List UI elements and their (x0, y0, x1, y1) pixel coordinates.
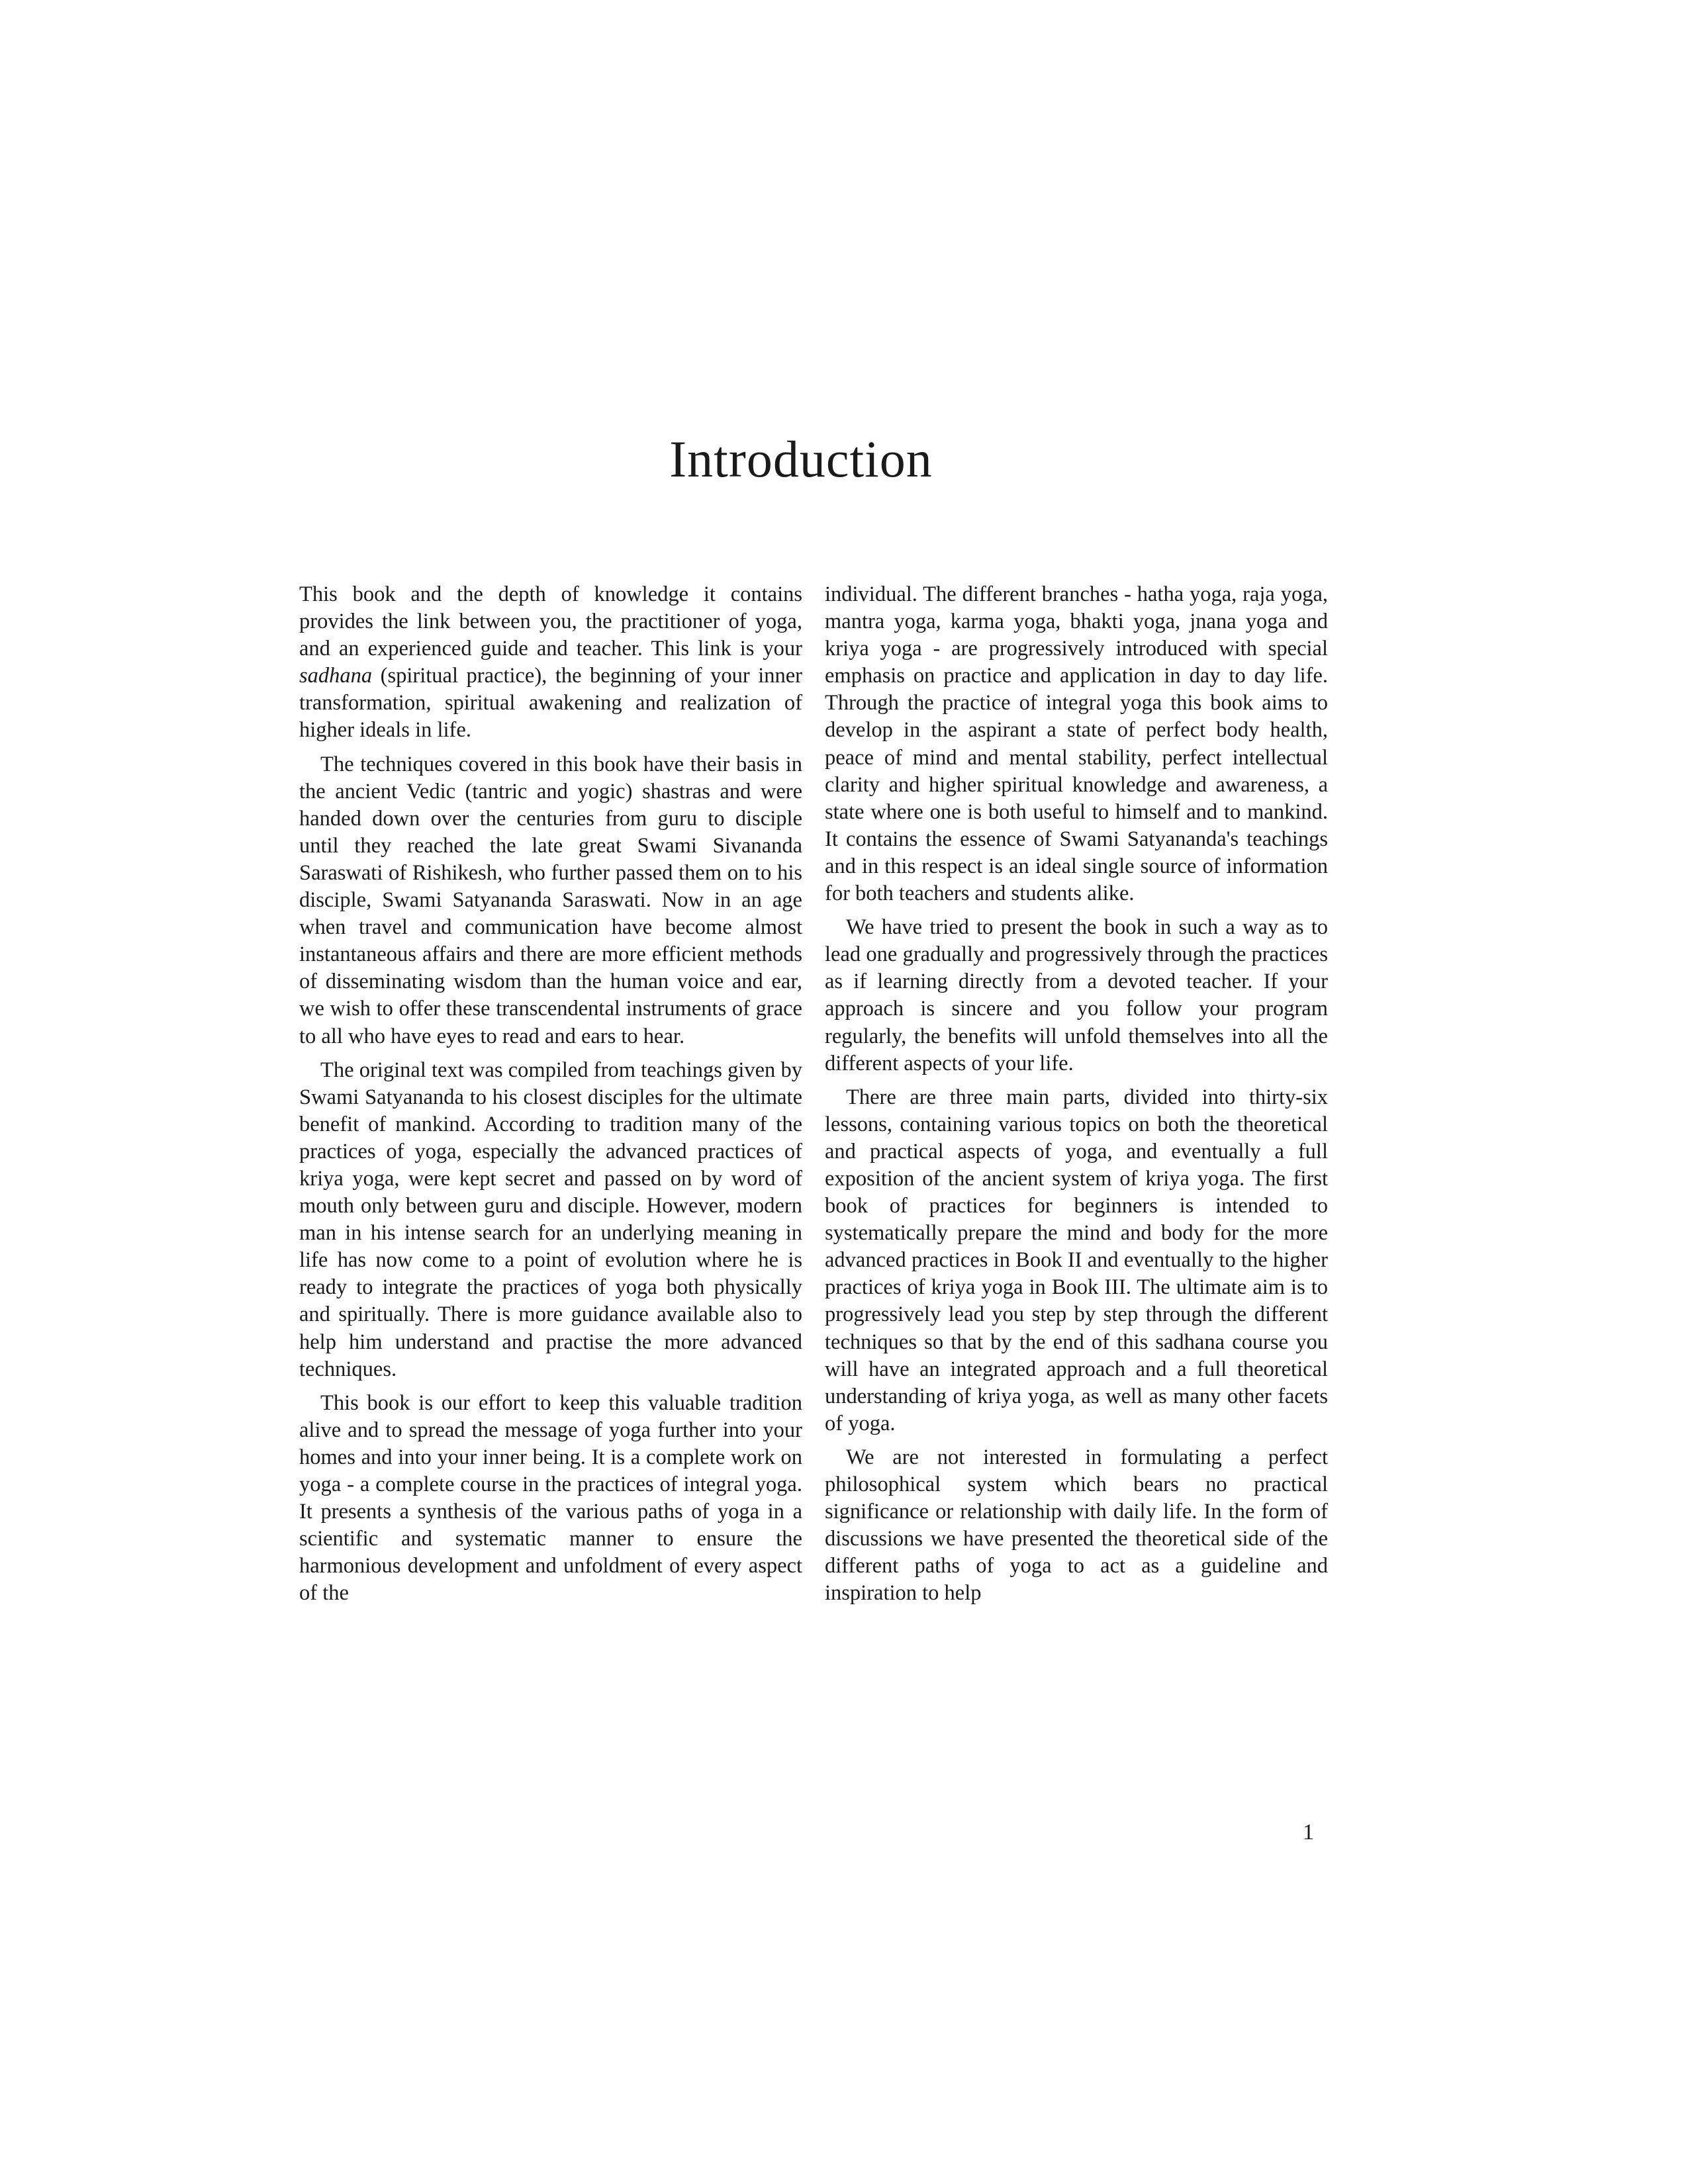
sadhana-term: sadhana (299, 664, 373, 688)
paragraph-individual: individual. The different branches - hatha yoga, raja yoga, mantra yoga, karma yoga, bhakti yoga, jnana yoga and kriya yoga - are progressively introduced with special emphasis on practice and application in day to day life. Through the practice of integral yoga this book aims to develop in the aspirant a state of perfect body health, peace of mind and mental stability, perfect intellectual clarity and higher spiritual knowledge and awareness, a state where one is both useful to himself and to mankind. It contains the essence of Swami Satyananda's teachings and in this respect is an ideal single source of information for both teachers and students alike. (825, 582, 1328, 906)
paragraph-intro-start: This book and the depth of knowledge it contains provides the link between you, the practitioner of yoga, and an experienced guide and teacher. This link is your (299, 582, 802, 661)
paragraph-approach: We have tried to present the book in such a way as to lead one gradually and progressively through the practices as if learning directly from a devoted teacher. If your approach is sincere and you follow your program regularly, the benefits will unfold themselves into all the different aspects of your life. (825, 915, 1328, 1075)
page-title: Introduction (669, 430, 933, 488)
left-text-column (299, 581, 802, 1614)
paragraph-three-parts: There are three main parts, divided into thirty-six lessons, containing various topics on both the theoretical and practical aspects of yoga, and eventually a full exposition of the ancient system of kriya yoga. The first book of practices for beginners is intended to systematically prepare the mind and body for the more advanced practices in Book II and eventually to the higher practices of kriya yoga in Book III. The ultimate aim is to progressively lead you step by step through the different techniques so that by the end of this sadhana course you will have an integrated approach and a full theoretical understanding of kriya yoga, as well as many other facets of yoga. (825, 1085, 1328, 1435)
paragraph-intro-end: (spiritual practice), the beginning of your inner transformation, spiritual awakening and realization of higher ideals in life. (299, 664, 802, 743)
paragraph-original-text: The original text was compiled from teachings given by Swami Satyananda to his closest disciples for the ultimate benefit of mankind. According to tradition many of the practices of yoga, especially the advanced practices of kriya yoga, were kept secret and passed on by word of mouth only between guru and disciple. However, modern man in his intense search for an underlying meaning in life has now come to a point of evolution where he is ready to integrate the practices of yoga both physically and spiritually. There is more guidance available also to help him understand and practise the more advanced techniques. (299, 1058, 802, 1381)
paragraph-techniques: The techniques covered in this book have their basis in the ancient Vedic (tantric and yogic) shastras and were handed down over the centuries from guru to disciple until they reached the late great Swami Sivananda Saraswati of Rishikesh, who further passed them on to his disciple, Swami Satyananda Saraswati. Now in an age when travel and communication have become almost instantaneous affairs and there are more efficient methods of disseminating wisdom than the human voice and ear, we wish to offer these transcendental instruments of grace to all who have eyes to read and ears to hear. (299, 752, 802, 1048)
paragraph-intro (299, 581, 802, 745)
page-number: 1 (1303, 1820, 1314, 1844)
right-text-column (825, 581, 1328, 1614)
paragraph-philosophy: We are not interested in formulating a perfect philosophical system which bears no practical significance or relationship with daily life. In the form of discussions we have presented the theoretical side of the different paths of yoga to act as a guideline and inspiration to help (825, 1445, 1328, 1606)
paragraph-our-effort: This book is our effort to keep this valuable tradition alive and to spread the message of yoga further into your homes and into your inner being. It is a complete work on yoga - a complete course in the practices of integral yoga. It presents a synthesis of the various paths of yoga in a scientific and systematic manner to ensure the harmonious development and unfoldment of every aspect of the (299, 1390, 802, 1606)
